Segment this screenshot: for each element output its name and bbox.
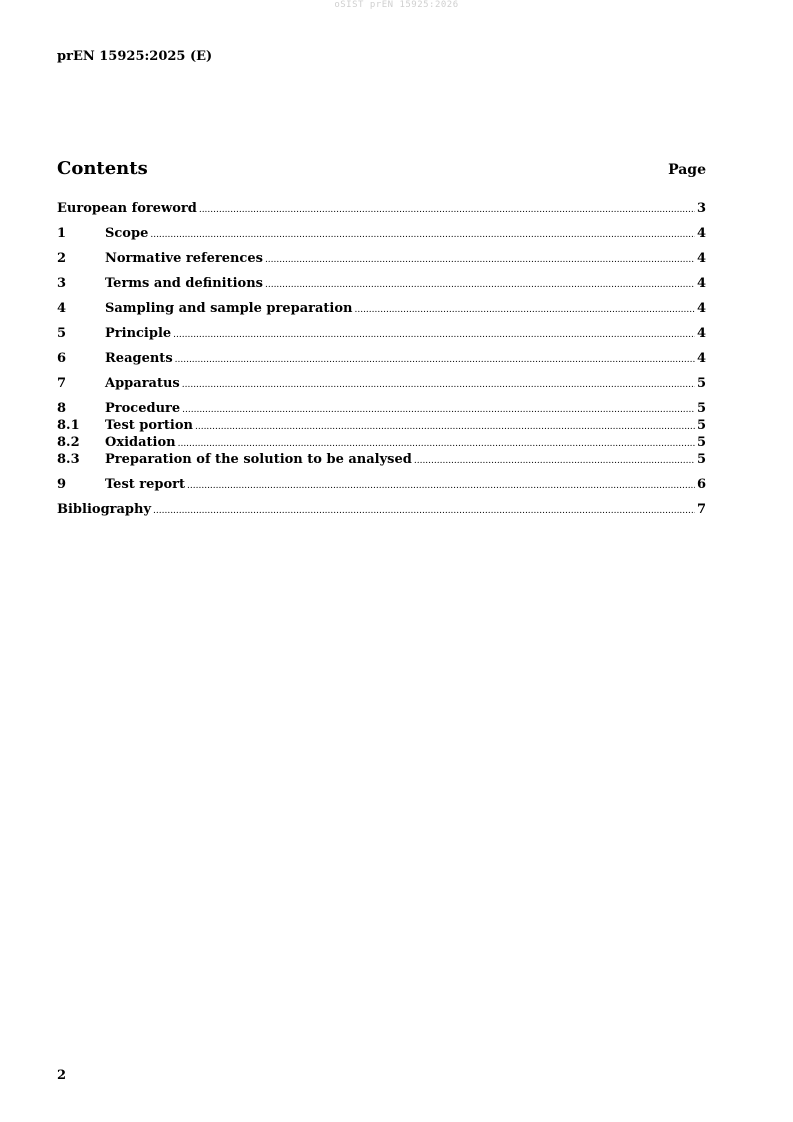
toc-entry-page: 4: [696, 251, 706, 266]
toc-entry-title: Apparatus: [105, 376, 180, 391]
toc-entry-number: 3: [57, 276, 67, 291]
toc-entry-title: Scope: [105, 226, 149, 241]
toc-entry-title: Oxidation: [105, 435, 176, 450]
toc-entry-title: Sampling and sample preparation: [105, 301, 353, 316]
toc-entry-procedure[interactable]: [57, 400, 706, 417]
toc-leader-dots: [199, 202, 695, 219]
toc-entry-number: 5: [57, 326, 67, 341]
toc-entry-terms-and-definitions[interactable]: [57, 275, 706, 292]
toc-entry-number: 6: [57, 351, 67, 366]
toc-entry-page: 7: [696, 502, 706, 517]
toc-leader-dots: [414, 453, 695, 470]
toc-entry-number: 7: [57, 376, 67, 391]
toc-entry-title: Preparation of the solution to be analysed: [105, 452, 412, 467]
toc-entry-page: 3: [696, 201, 706, 216]
toc-entry-title: Procedure: [105, 401, 181, 416]
toc-leader-dots: [195, 419, 695, 436]
toc-entry-number: 9: [57, 477, 67, 492]
toc-entry-title: European foreword: [57, 201, 197, 216]
toc-entry-page: 5: [696, 418, 706, 433]
toc-entry-title: Terms and definitions: [105, 276, 263, 291]
toc-entry-number: 2: [57, 251, 67, 266]
toc-entry-title: Principle: [105, 326, 172, 341]
toc-leader-dots: [182, 402, 695, 419]
toc-entry-number: 8.1: [57, 418, 80, 433]
toc-entry-bibliography[interactable]: [57, 501, 706, 518]
toc-entry-oxidation[interactable]: [57, 434, 706, 451]
toc-entry-page: 5: [696, 435, 706, 450]
toc-leader-dots: [153, 503, 695, 520]
watermark: oSIST prEN 15925:2026: [334, 0, 459, 10]
toc-entry-sampling[interactable]: [57, 300, 706, 317]
toc-entry-test-portion[interactable]: [57, 417, 706, 434]
toc-entry-title: Normative references: [105, 251, 263, 266]
toc-entry-normative-references[interactable]: [57, 250, 706, 267]
toc-leader-dots: [173, 327, 695, 344]
toc-entry-page: 5: [696, 452, 706, 467]
toc-leader-dots: [265, 252, 695, 269]
document-id: prEN 15925:2025 (E): [57, 49, 213, 64]
toc-entry-number: 8.3: [57, 452, 80, 467]
toc-entry-preparation-of-solution[interactable]: [57, 451, 706, 468]
contents-header: [57, 158, 706, 179]
contents-title: Contents: [57, 158, 148, 179]
toc-entry-title: Test portion: [105, 418, 193, 433]
toc-entry-number: 8: [57, 401, 67, 416]
toc-entry-title: Reagents: [105, 351, 173, 366]
toc-entry-page: 6: [696, 477, 706, 492]
toc-entry-page: 4: [696, 276, 706, 291]
toc-entry-reagents[interactable]: [57, 350, 706, 367]
toc-leader-dots: [182, 377, 695, 394]
toc-entry-page: 5: [696, 376, 706, 391]
toc-entry-number: 8.2: [57, 435, 80, 450]
page-number: 2: [57, 1068, 67, 1083]
toc-entry-title: Test report: [105, 477, 186, 492]
toc-leader-dots: [150, 227, 695, 244]
toc-entry-page: 4: [696, 351, 706, 366]
toc-entry-title: Bibliography: [57, 502, 152, 517]
toc-leader-dots: [187, 478, 695, 495]
table-of-contents: [57, 200, 706, 518]
toc-entry-page: 5: [696, 401, 706, 416]
toc-entry-principle[interactable]: [57, 325, 706, 342]
toc-entry-apparatus[interactable]: [57, 375, 706, 392]
toc-entry-scope[interactable]: [57, 225, 706, 242]
toc-entry-number: 4: [57, 301, 67, 316]
toc-leader-dots: [175, 352, 695, 369]
toc-entry-european-foreword[interactable]: [57, 200, 706, 217]
toc-entry-page: 4: [696, 226, 706, 241]
toc-entry-page: 4: [696, 301, 706, 316]
toc-entry-page: 4: [696, 326, 706, 341]
toc-leader-dots: [265, 277, 695, 294]
toc-entry-number: 1: [57, 226, 67, 241]
toc-leader-dots: [354, 302, 694, 319]
page-column-label: Page: [668, 162, 706, 178]
toc-entry-test-report[interactable]: [57, 476, 706, 493]
